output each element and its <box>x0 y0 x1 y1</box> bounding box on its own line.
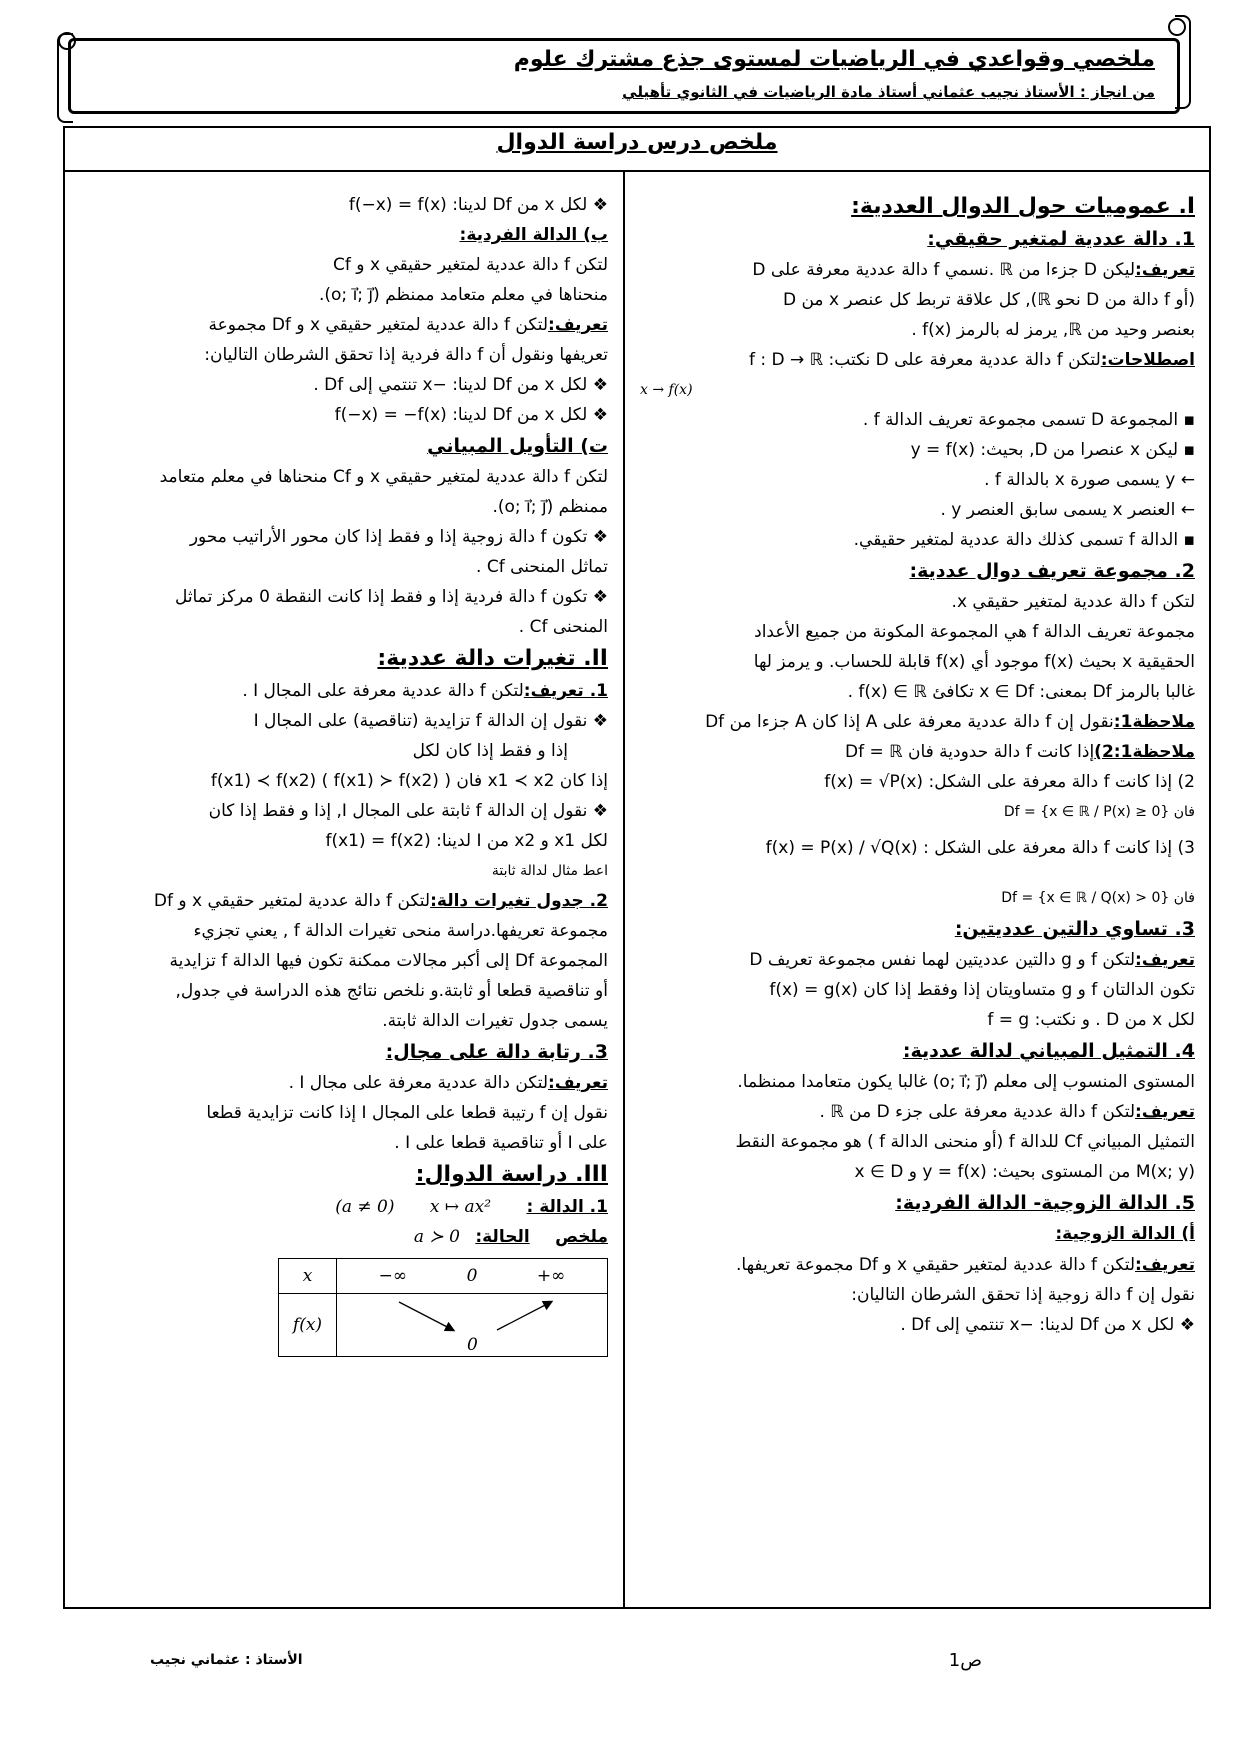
label: تعريف: <box>548 315 608 335</box>
label: 1. الدالة : <box>526 1197 608 1217</box>
paragraph <box>640 1097 1195 1127</box>
subsection-heading: 3. تساوي دالتين عدديتين: <box>954 918 1195 940</box>
section-heading: II. تغيرات دالة عددية: <box>377 646 608 671</box>
paragraph <box>640 737 1195 767</box>
label: تعريف: <box>1135 950 1195 970</box>
text: لتكن f دالة عددية معرفة على D نكتب: f : D → ℝ <box>749 350 1101 370</box>
paragraph <box>80 1192 608 1222</box>
paragraph: الحقيقية x بحيث f(x) موجود أي f(x) قابلة للحساب. و يرمز لها <box>753 652 1195 672</box>
section-heading: I. عموميات حول الدوال العددية: <box>851 194 1195 219</box>
lesson-title: ملخص درس دراسة الدوال <box>496 130 778 155</box>
subsection-heading: 5. الدالة الزوجية- الدالة الفردية: <box>895 1192 1195 1214</box>
paragraph: المجموعة Df إلى أكبر مجالات ممكنة تكون فيها الدالة f تزايدية <box>169 951 608 971</box>
paragraph: (أو f دالة من D نحو ℝ), كل علاقة تربط كل عنصر x من D <box>782 290 1195 310</box>
header-banner <box>68 38 1180 114</box>
label: 1) <box>1094 742 1133 762</box>
paragraph: إذا كان x1 ≺ x2 فان f(x1) ≺ f(x2) ( f(x1) ≻ f(x2) ) <box>210 771 608 791</box>
paragraph: التمثيل المبياني Cf للدالة f (أو منحنى الدالة f ) هو مجموعة النقط <box>735 1132 1195 1152</box>
table-cell: −∞ <box>337 1259 449 1294</box>
paragraph <box>80 310 608 340</box>
text: لتكن f دالة عددية معرفة على جزء D من ℝ . <box>819 1102 1136 1122</box>
function-condition: (a ≠ 0) <box>335 1197 395 1217</box>
label: ملخص <box>555 1227 608 1247</box>
function-expression: x ↦ ax² <box>429 1197 492 1217</box>
table-cell: 0 <box>449 1259 496 1294</box>
text: نقول إن f دالة عددية معرفة على A إذا كان A جزءا من Df <box>705 712 1114 732</box>
document-author: من انجاز : الأستاذ نجيب عثماني أستاذ مادة الرياضيات في الثانوي تأهيلي <box>622 83 1155 101</box>
list-item: ❖ لكل x من Df لدينا: f(−x) = −f(x) <box>80 400 608 430</box>
label: تعريف: <box>1135 1102 1195 1122</box>
paragraph: مجموعة تعريفها.دراسة منحى تغيرات الدالة f , يعني تجزيء <box>193 921 608 941</box>
table-head-fx: f(x) <box>279 1294 337 1357</box>
paragraph: اعط مثال لدالة ثابتة <box>491 863 608 879</box>
list-item: ← y يسمى صورة x بالدالة f . <box>640 465 1195 495</box>
text: لتكن f دالة عددية لمتغير حقيقي x و Df مجموعة <box>208 315 549 335</box>
table-cell: +∞ <box>495 1259 607 1294</box>
paragraph <box>640 255 1195 285</box>
list-item: ▪ ليكن x عنصرا من D, بحيث: y = f(x) <box>640 435 1195 465</box>
paragraph: بعنصر وحيد من ℝ, يرمز له بالرمز f(x) . <box>911 320 1195 340</box>
list-item: ❖ نقول إن الدالة f تزايدية (تناقصية) على المجال I <box>80 706 608 736</box>
label: ملاحظة1: <box>1113 712 1195 732</box>
paragraph: منحناها في معلم متعامد ممنظم (o; i⃗; j⃗). <box>318 285 608 305</box>
paragraph <box>640 945 1195 975</box>
column-divider <box>623 170 625 1609</box>
paragraph: لتكن f دالة عددية لمتغير حقيقي x. <box>951 592 1195 612</box>
paragraph: تماثل المنحنى Cf . <box>476 557 608 577</box>
paragraph <box>80 1222 608 1252</box>
case-value: a ≻ 0 <box>413 1227 460 1247</box>
subsection-heading: 2. مجموعة تعريف دوال عددية: <box>909 560 1195 582</box>
right-column <box>640 190 1195 1340</box>
paragraph: نقول إن f رتيبة قطعا على المجال I إذا كانت تزايدية قطعا <box>206 1103 608 1123</box>
label: اصطلاحات: <box>1100 350 1195 370</box>
list-item: ❖ لكل x من Df لدينا: −x تنتمي إلى Df . <box>80 370 608 400</box>
subsection-heading: 4. التمثيل المبياني لدالة عددية: <box>902 1040 1195 1062</box>
title-divider <box>63 170 1211 172</box>
text: لتكن f دالة عددية لمتغير حقيقي x و Df <box>153 891 431 911</box>
paragraph: M(x; y) من المستوى بحيث: y = f(x) و x ∈ D <box>854 1162 1195 1182</box>
subsection-heading: 1. دالة عددية لمتغير حقيقي: <box>927 228 1195 250</box>
section-heading: III. دراسة الدوال: <box>415 1162 608 1187</box>
paragraph: أو تناقصية قطعا أو ثابتة.و نلخص نتائج هذه الدراسة في جدول, <box>175 981 608 1001</box>
paragraph: يسمى جدول تغيرات الدالة ثابتة. <box>382 1011 608 1031</box>
paragraph: على I أو تناقصية قطعا على I . <box>394 1133 608 1153</box>
left-column <box>80 190 608 1357</box>
paragraph: المنحنى Cf . <box>518 617 608 637</box>
table-head-x: x <box>279 1259 337 1294</box>
paragraph <box>80 1068 608 1098</box>
label: 1. تعريف: <box>523 681 608 701</box>
paragraph <box>640 345 1195 375</box>
list-item: ❖ لكل x من Df لدينا: −x تنتمي إلى Df . <box>640 1310 1195 1340</box>
paragraph: تكون الدالتان f و g متساويتان إذا وفقط إذا كان f(x) = g(x) <box>769 980 1195 1000</box>
paragraph: نقول إن f دالة زوجية إذا تحقق الشرطان التاليان: <box>851 1285 1195 1305</box>
text: إذا كانت f دالة حدودية فان Df = ℝ <box>844 742 1095 762</box>
text: لتكن دالة عددية معرفة على مجال I . <box>288 1073 549 1093</box>
variation-arrows <box>337 1294 608 1357</box>
label: تعريف: <box>548 1073 608 1093</box>
paragraph <box>80 676 608 706</box>
list-item: ▪ المجموعة D تسمى مجموعة تعريف الدالة f . <box>640 405 1195 435</box>
document-title: ملخصي وقواعدي في الرياضيات لمستوى جذع مشترك علوم <box>513 47 1155 72</box>
page-number: ص1 <box>948 1650 982 1671</box>
paragraph: إذا و فقط إذا كان لكل <box>412 741 568 761</box>
paragraph: فان Df = {x ∈ ℝ / Q(x) > 0} <box>1001 890 1195 906</box>
variation-table <box>278 1258 608 1357</box>
list-item: ❖ لكل x من Df لدينا: f(−x) = f(x) <box>80 190 608 220</box>
subsection-heading: 3. رتابة دالة على مجال: <box>385 1041 608 1063</box>
paragraph: غالبا بالرمز Df بمعنى: x ∈ Df تكافئ f(x) ∈ ℝ . <box>847 682 1195 702</box>
paragraph: لكل x من D . و نكتب: f = g <box>987 1010 1195 1030</box>
table-min-value: 0 <box>467 1335 478 1355</box>
formula: x → f(x) <box>640 382 693 398</box>
paragraph: لتكن f دالة عددية لمتغير حقيقي x و Cf <box>333 255 608 275</box>
label: تعريف: <box>1135 1255 1195 1275</box>
paragraph: فان Df = {x ∈ ℝ / P(x) ≥ 0} <box>1003 804 1195 820</box>
subsection-heading: أ) الدالة الزوجية: <box>1055 1224 1195 1244</box>
paragraph: لتكن f دالة عددية لمتغير حقيقي x و Cf منحناها في معلم متعامد <box>159 467 608 487</box>
list-item: ❖ نقول إن الدالة f ثابتة على المجال I, إذا و فقط إذا كان <box>80 796 608 826</box>
list-item: ❖ تكون f دالة زوجية إذا و فقط إذا كان محور الأراتيب محور <box>80 522 608 552</box>
paragraph: مجموعة تعريف الدالة f هي المجموعة المكونة من جميع الأعداد <box>754 622 1195 642</box>
subsection-heading: ت) التأويل المبياني <box>427 435 608 457</box>
list-item: ▪ الدالة f تسمى كذلك دالة عددية لمتغير حقيقي. <box>640 525 1195 555</box>
paragraph: 3) إذا كانت f دالة معرفة على الشكل : f(x) = P(x) / √Q(x) <box>765 838 1195 858</box>
footer-author: الأستاذ : عثماني نجيب <box>150 1652 303 1668</box>
paragraph: المستوى المنسوب إلى معلم (o; i⃗; j⃗) غالبا يكون متعامدا ممنظما. <box>737 1072 1195 1092</box>
paragraph: تعريفها ونقول أن f دالة فردية إذا تحقق الشرطان التاليان: <box>204 345 608 365</box>
label: ملاحظة2: <box>1101 742 1195 762</box>
label: تعريف: <box>1135 260 1195 280</box>
paragraph <box>640 1250 1195 1280</box>
text: لتكن f دالة عددية معرفة على المجال I . <box>242 681 524 701</box>
paragraph: ممنظم (o; i⃗; j⃗). <box>492 497 608 517</box>
paragraph: 2) إذا كانت f دالة معرفة على الشكل: f(x) = √P(x) <box>824 772 1195 792</box>
text: لتكن f دالة عددية لمتغير حقيقي x و Df مجموعة تعريفها. <box>736 1255 1136 1275</box>
text: ليكن D جزءا من ℝ .نسمي f دالة عددية معرفة على D <box>752 260 1136 280</box>
label: 2. جدول تغيرات دالة: <box>430 891 608 911</box>
label: الحالة: <box>475 1227 530 1247</box>
paragraph <box>640 707 1195 737</box>
text: لتكن f و g دالتين عدديتين لهما نفس مجموعة تعريف D <box>749 950 1136 970</box>
paragraph: لكل x1 و x2 من I لدينا: f(x1) = f(x2) <box>325 831 608 851</box>
list-item: ← العنصر x يسمى سابق العنصر y . <box>640 495 1195 525</box>
paragraph <box>80 886 608 916</box>
list-item: ❖ تكون f دالة فردية إذا و فقط إذا كانت النقطة 0 مركز تماثل <box>80 582 608 612</box>
subsection-heading: ب) الدالة الفردية: <box>459 225 608 245</box>
